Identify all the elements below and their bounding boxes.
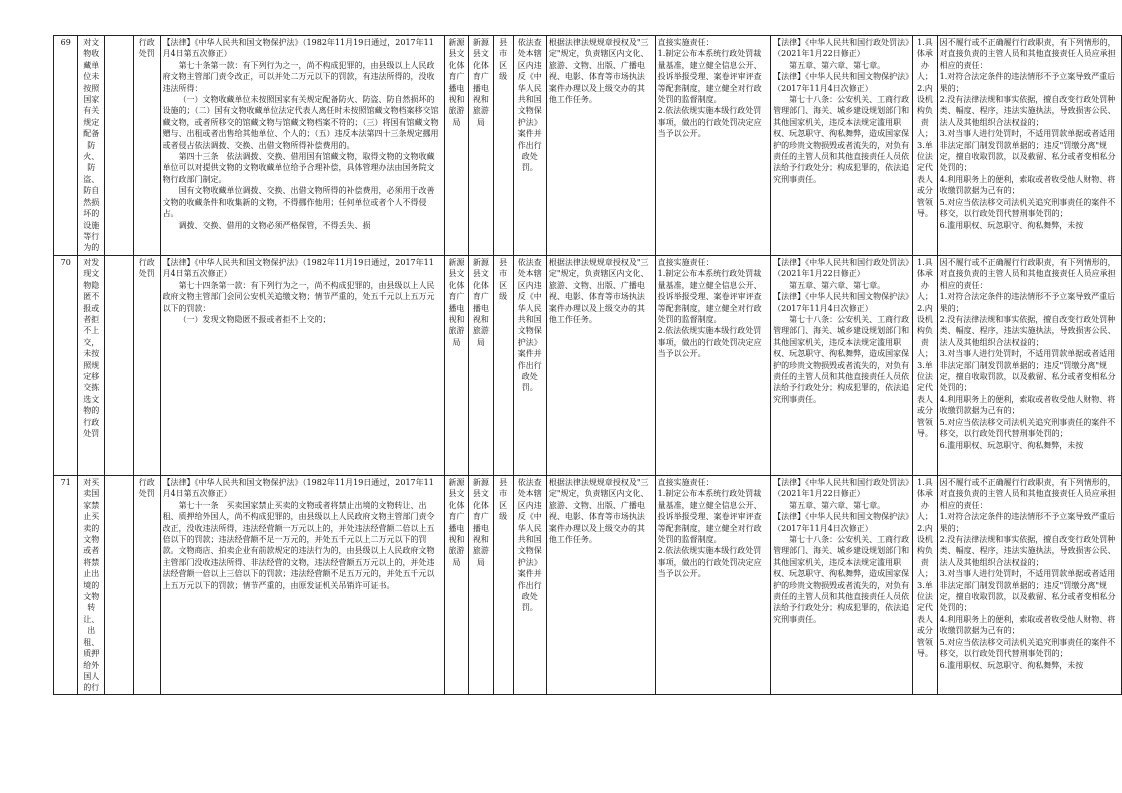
law-paragraph: 第七十条第一款：有下列行为之一，尚不构成犯罪的，由县级以上人民政府文物主管部门责令改正，可以并处二万元以下的罚款，有违法所得的，没收违法所得： [162,60,435,93]
sub-item-cell-content [107,257,131,474]
accountable-subject-cell-content: 1.具体承办人；2.内设机构负责人；3.单位法定代表人或分管领导。 [916,38,933,219]
exercise-level-cell [493,476,513,695]
accountable-subject-cell [913,36,937,256]
accountable-subject-cell [913,256,937,476]
accountability-law-text: 第七十八条：公安机关、工商行政管理部门、海关、城乡建设规划部门和其他国家机关，违反本法规定滥用职权、玩忽职守、徇私舞弊，造成国家保护的珍贵文物损毁或者流失的，对负有责任的主管人员和其他直接责任人员依法给予行政处分；构成犯罪的，依法追究刑事责任。 [773,535,910,624]
measures-cell [655,476,770,695]
row-number-cell [54,256,78,476]
measures-cell [655,36,770,256]
table-row [54,256,1122,476]
accountability-cell-content: 因不履行或不正确履行行政职责，有下列情形的，对直接负责的主管人员和其他直接责任人员应承担相应的责任： 1.对符合法定条件的违法情形不予立案导致严重后果的； 2.没有法律法规和事实依据，擅自改变行政处罚种类、幅度、程序，违法实施执法，导致损害公民、法人及其他组织合法权益的； 3.对当事人进行处罚时，不适用罚款单据或者适用非法定部门制发罚款单据的；违反"罚缴分离"规定，擅自收取罚款，以及截留、私分或者变相私分处罚的； 4.利用职务上的便利，索取或者收受他人财物、将收缴罚款据为己有的； 5.对应当依法移交司法机关追究刑事责任的案件不移交，以行政处罚代替刑事处罚的； 6.滥用职权、玩忽职守、徇私舞弊，未按 [939,258,1116,450]
measures-cell-content: 直接实施责任： 1.制定公布本系统行政处罚裁量基准，建立健全信息公开、投诉举报受理、案卷评审评查等配套制度，建立健全对行政处罚的监督制度。 2.依法依规实施本级行政处罚事项，做出的行政处罚决定应当予以公开。 [657,478,762,579]
item-name-cell-content: 对文物收藏单位未按照国家有关规定配备防火、防盗、防自然损坏的设施等行为的 [83,38,100,253]
accountability-basis-cell-content [773,257,910,474]
table-row [54,36,1122,256]
law-paragraph: （一）发现文物隐匿不报或者拒不上交的； [178,315,331,325]
accountability-cell [937,476,1121,695]
measures-cell-content: 直接实施责任： 1.制定公布本系统行政处罚裁量基准，建立健全信息公开、投诉举报受理、案卷评审评查等配套制度，建立健全对行政处罚的监督制度。 2.依法依规实施本级行政处罚事项，做出的行政处罚决定应当予以公开。 [657,38,762,139]
accountability-law-text: 【法律】《中华人民共和国行政处罚法》（2021年1月22日修正） [773,478,910,499]
scope-cell [513,476,546,695]
scope-cell-content: 依法查处本辖区内违反《中华人民共和国文物保护法》案件并作出行政处罚。 [517,478,542,613]
item-type-cell [133,36,160,256]
accountability-law-text: 【法律】《中华人民共和国行政处罚法》（2021年1月22日修正） [773,38,910,59]
law-paragraph: （一）文物收藏单位未按照国家有关规定配备防火、防盗、防自然损坏的设施的；（二）国有文物收藏单位法定代表人离任时未按照馆藏文物档案移交馆藏文物，或者所移交的馆藏文物与馆藏文物档案不符的；（三）将国有馆藏文物赠与、出租或者出售给其他单位、个人的；（五）违反本法第四十三条规定挪用或者侵占依法调拨、交换、出借文物所得补偿费用的。 [162,95,439,150]
duty-cell [546,476,655,695]
exercise-level-cell [493,256,513,476]
legal-basis-cell-content [163,257,442,474]
duty-cell [546,36,655,256]
exercise-level-cell [493,36,513,256]
item-type-cell-content: 行政处罚 [138,478,155,499]
sub-item-cell [105,476,134,695]
implementing-dept-cell-content: 新源县文化体育广播电视和旅游局 [448,38,465,127]
responsible-dept-cell [469,476,493,695]
duty-cell [546,256,655,476]
item-type-cell [133,256,160,476]
sub-item-cell-content [107,37,131,254]
exercise-level-cell-content: 县市区级 [499,258,508,302]
item-name-cell [78,476,105,695]
accountability-law-text: 第五章、第六章、第七章。 [789,500,886,510]
responsibility-table [53,35,1122,695]
exercise-level-cell-content: 县市区级 [499,38,508,82]
accountability-basis-cell-content [773,37,910,254]
law-paragraph: 第四十三条 依法调拨、交换、借用国有馆藏文物，取得文物的文物收藏单位可以对提供文物的文物收藏单位给予合理补偿，具体管理办法由国务院文物行政部门制定。 [162,152,435,184]
law-title: 【法律】《中华人民共和国文物保护法》（1982年11月19日通过，2017年11月4日第五次修正） [162,38,434,59]
scope-cell [513,36,546,256]
item-name-cell-content: 对发现文物隐匿不报或者拒不上交，未按照规定移交拣选文物的行政处罚 [83,258,100,439]
accountability-basis-cell-content [773,477,910,693]
implementing-dept-cell [444,476,468,695]
accountability-law-text: 【法律】《中华人民共和国文物保护法》（2017年11月4日次修正） [773,292,910,313]
accountable-subject-cell-content: 1.具体承办人；2.内设机构负责人；3.单位法定代表人或分管领导。 [916,478,933,659]
accountability-cell [937,36,1121,256]
implementing-dept-cell-content: 新源县文化体育广播电视和旅游局 [448,478,465,567]
accountability-law-text: 【法律】《中华人民共和国行政处罚法》（2021年1月22日修正） [773,258,910,279]
row-number-cell [54,476,78,695]
accountability-basis-cell [771,476,913,695]
table-row [54,476,1122,695]
scope-cell [513,256,546,476]
duty-cell-content: 根据法律法规规章授权及"三定"规定，负责辖区内文化、旅游、文物、出版、广播电视、电影、体育等市场执法案件办理以及上级交办的其他工作任务。 [548,38,649,105]
sub-item-cell [105,36,134,256]
legal-basis-cell-content [163,477,442,693]
accountability-cell-content: 因不履行或不正确履行行政职责，有下列情形的，对直接负责的主管人员和其他直接责任人员应承担相应的责任： 1.对符合法定条件的违法情形不予立案导致严重后果的； 2.没有法律法规和事实依据，擅自改变行政处罚种类、幅度、程序，违法实施执法，导致损害公民、法人及其他组织合法权益的； 3.对当事人进行处罚时，不适用罚款单据或者适用非法定部门制发罚款单据的；违反"罚缴分离"规定，擅自收取罚款，以及截留、私分或者变相私分处罚的； 4.利用职务上的便利，索取或者收受他人财物、将收缴罚款据为己有的； 5.对应当依法移交司法机关追究刑事责任的案件不移交，以行政处罚代替刑事处罚的； 6.滥用职权、玩忽职守、徇私舞弊，未按 [939,478,1116,670]
implementing-dept-cell-content: 新源县文化体育广播电视和旅游局 [448,258,465,347]
law-title: 【法律】《中华人民共和国文物保护法》（1982年11月19日通过，2017年11月4日第五次修正） [162,478,434,499]
law-paragraph: 调拨、交换、借用的文物必须严格保管，不得丢失、损 [178,220,371,230]
accountability-law-text: 第七十八条：公安机关、工商行政管理部门、海关、城乡建设规划部门和其他国家机关，违反本法规定滥用职权、玩忽职守、徇私舞弊，造成国家保护的珍贵文物损毁或者流失的，对负有责任的主管人员和其他直接责任人员依法给予行政处分；构成犯罪的，依法追究刑事责任。 [773,315,910,404]
measures-cell-content: 直接实施责任： 1.制定公布本系统行政处罚裁量基准，建立健全信息公开、投诉举报受理、案卷评审评查等配套制度，建立健全对行政处罚的监督制度。 2.依法依规实施本级行政处罚事项，做出的行政处罚决定应当予以公开。 [657,258,762,359]
duty-cell-content: 根据法律法规规章授权及"三定"规定，负责辖区内文化、旅游、文物、出版、广播电视、电影、体育等市场执法案件办理以及上级交办的其他工作任务。 [548,258,649,325]
item-name-cell [78,256,105,476]
item-type-cell-content: 行政处罚 [138,258,155,279]
law-title: 【法律】《中华人民共和国文物保护法》（1982年11月19日通过，2017年11月4日第五次修正） [162,258,434,279]
responsible-dept-cell-content: 新源县文化体育广播电视和旅游局 [472,478,489,567]
accountability-law-text: 【法律】《中华人民共和国文物保护法》（2017年11月4日次修正） [773,512,910,533]
sub-item-cell-content [107,477,131,693]
item-name-cell [78,36,105,256]
accountable-subject-cell [913,476,937,695]
legal-basis-cell [160,476,444,695]
accountability-law-text: 第五章、第六章、第七章。 [789,60,886,70]
row-number-cell-content: 69 [60,38,71,47]
accountability-basis-cell [771,256,913,476]
item-name-cell-content: 对买卖国家禁止买卖的文物或者将禁止出境的文物转让、出租、质押给外国人的行 [83,478,100,693]
table-body [54,36,1122,695]
law-paragraph: 第七十一条 买卖国家禁止买卖的文物或者将禁止出境的文物转让、出租、质押给外国人，尚不构成犯罪的，由县级以上人民政府文物主管部门责令改正，没收违法所得，违法经营额一万元以上的，并处违法经营额二倍以上五倍以下的罚款；违法经营额不足一万元的，并处五千元以上二万元以下的罚款。文物商店、拍卖企业有前款规定的违法行为的，由县级以上人民政府文物主管部门没收违法所得、非法经营的文物，违法经营额五万元以上的，并处违法经营额一倍以上三倍以下的罚款；违法经营额不足五万元的，并处五千元以上五万元以下的罚款；情节严重的，由原发证机关吊销许可证书。 [162,500,435,590]
scope-cell-content: 依法查处本辖区内违反《中华人民共和国文物保护法》案件并作出行政处罚。 [517,38,542,173]
sub-item-cell [105,256,134,476]
responsible-dept-cell [469,36,493,256]
implementing-dept-cell [444,256,468,476]
implementing-dept-cell [444,36,468,256]
scope-cell-content: 依法查处本辖区内违反《中华人民共和国文物保护法》案件并作出行政处罚。 [517,258,542,393]
row-number-cell-content: 70 [60,258,71,267]
exercise-level-cell-content: 县市区级 [499,478,508,522]
duty-cell-content: 根据法律法规规章授权及"三定"规定，负责辖区内文化、旅游、文物、出版、广播电视、电影、体育等市场执法案件办理以及上级交办的其他工作任务。 [548,478,649,545]
measures-cell [655,256,770,476]
accountability-cell [937,256,1121,476]
item-type-cell-content: 行政处罚 [138,38,155,59]
accountability-law-text: 【法律】《中华人民共和国文物保护法》（2017年11月4日次修正） [773,72,910,93]
legal-basis-cell [160,256,444,476]
law-paragraph: 国有文物收藏单位调拨、交换、出借文物所得的补偿费用，必须用于改善文物的收藏条件和收集新的文物，不得挪作他用；任何单位或者个人不得侵占。 [162,186,435,219]
accountability-law-text: 第五章、第六章、第七章。 [789,280,886,290]
responsible-dept-cell [469,256,493,476]
item-type-cell [133,476,160,695]
legal-basis-cell-content [163,37,442,254]
row-number-cell [54,36,78,256]
law-paragraph: 第七十四条第一款：有下列行为之一，尚不构成犯罪的，由县级以上人民政府文物主管部门会同公安机关追缴文物；情节严重的，处五千元以上五万元以下的罚款： [162,280,435,313]
accountability-basis-cell [771,36,913,256]
accountability-law-text: 第七十八条：公安机关、工商行政管理部门、海关、城乡建设规划部门和其他国家机关，违反本法规定滥用职权、玩忽职守、徇私舞弊，造成国家保护的珍贵文物损毁或者流失的，对负有责任的主管人员和其他直接责任人员依法给予行政处分；构成犯罪的，依法追究刑事责任。 [773,95,910,184]
responsible-dept-cell-content: 新源县文化体育广播电视和旅游局 [472,38,489,127]
row-number-cell-content: 71 [60,478,71,487]
accountable-subject-cell-content: 1.具体承办人；2.内设机构负责人；3.单位法定代表人或分管领导。 [916,258,933,439]
accountability-cell-content: 因不履行或不正确履行行政职责，有下列情形的，对直接负责的主管人员和其他直接责任人员应承担相应的责任： 1.对符合法定条件的违法情形不予立案导致严重后果的； 2.没有法律法规和事实依据，擅自改变行政处罚种类、幅度、程序，违法实施执法，导致损害公民、法人及其他组织合法权益的； 3.对当事人进行处罚时，不适用罚款单据或者适用非法定部门制发罚款单据的；违反"罚缴分离"规定，擅自收取罚款，以及截留、私分或者变相私分处罚的； 4.利用职务上的便利，索取或者收受他人财物、将收缴罚款据为己有的； 5.对应当依法移交司法机关追究刑事责任的案件不移交，以行政处罚代替刑事处罚的； 6.滥用职权、玩忽职守、徇私舞弊，未按 [939,38,1116,230]
responsible-dept-cell-content: 新源县文化体育广播电视和旅游局 [472,258,489,347]
legal-basis-cell [160,36,444,256]
